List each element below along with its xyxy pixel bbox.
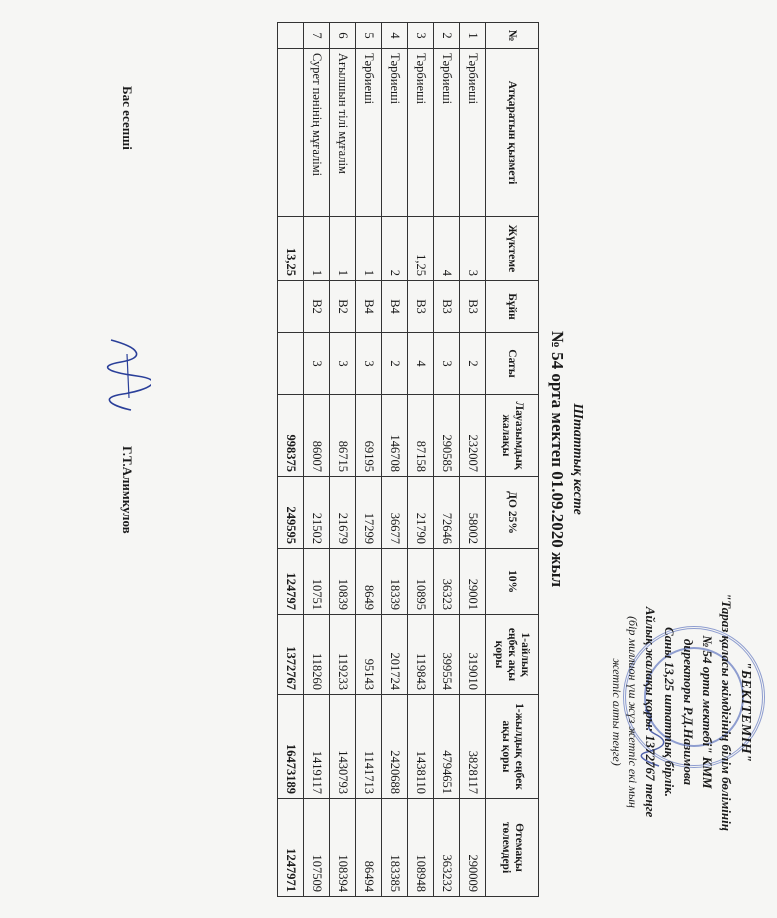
cell-10pct: 10751 <box>304 549 330 615</box>
cell-load: 1,25 <box>408 217 434 281</box>
approval-title: "БЕКІТЕМІН" <box>738 661 753 763</box>
table-row <box>434 23 460 897</box>
cell-annual-fund: 1438110 <box>408 695 434 799</box>
cell-salary: 86007 <box>304 395 330 477</box>
document-kind: Штаттық кесте <box>570 403 585 515</box>
cell-position: Тәрбиеші <box>408 49 434 217</box>
cell-compensation: 107509 <box>304 799 330 897</box>
cell-do25: 58002 <box>460 477 486 549</box>
cell-salary: 146708 <box>382 395 408 477</box>
total-do25: 249595 <box>278 477 304 549</box>
approval-block <box>609 562 755 862</box>
cell-compensation: 108948 <box>408 799 434 897</box>
signature-footer <box>105 86 145 806</box>
header-step: Саты <box>486 333 539 395</box>
cell-do25: 17299 <box>356 477 382 549</box>
cell-10pct: 8649 <box>356 549 382 615</box>
total-grade <box>278 281 304 333</box>
cell-load: 1 <box>330 217 356 281</box>
approval-line-3: директоры Р.Д.Назимова <box>681 638 696 786</box>
cell-do25: 21502 <box>304 477 330 549</box>
cell-position: Тәрбиеші <box>460 49 486 217</box>
header-number: № <box>486 23 539 49</box>
cell-compensation: 290009 <box>460 799 486 897</box>
total-load: 13,25 <box>278 217 304 281</box>
approval-line-2: № 54 орта мектебі" КММ <box>700 635 715 789</box>
cell-number: 3 <box>408 23 434 49</box>
table-row <box>304 23 330 897</box>
total-10pct: 124797 <box>278 549 304 615</box>
table-row <box>330 23 356 897</box>
header-annual-fund: 1-жылдық еңбек ақы қоры <box>486 695 539 799</box>
cell-grade: В4 <box>382 281 408 333</box>
total-position <box>278 49 304 217</box>
cell-number: 1 <box>460 23 486 49</box>
cell-10pct: 10839 <box>330 549 356 615</box>
cell-position: Ағылшын тілі мұғалім <box>330 49 356 217</box>
cell-do25: 21679 <box>330 477 356 549</box>
cell-compensation: 183385 <box>382 799 408 897</box>
header-compensation: Өтемақы төлемдері <box>486 799 539 897</box>
total-compensation: 1247971 <box>278 799 304 897</box>
cell-salary: 86715 <box>330 395 356 477</box>
cell-annual-fund: 1430793 <box>330 695 356 799</box>
cell-step: 3 <box>304 333 330 395</box>
header-monthly-fund: 1-айлық еңбек ақы қоры <box>486 615 539 695</box>
cell-load: 2 <box>382 217 408 281</box>
cell-grade: В3 <box>408 281 434 333</box>
cell-grade: В2 <box>304 281 330 333</box>
header-salary: Лауазымдық жалақы <box>486 395 539 477</box>
header-position: Атқаратын қызметі <box>486 49 539 217</box>
cell-monthly-fund: 201724 <box>382 615 408 695</box>
cell-annual-fund: 1419117 <box>304 695 330 799</box>
cell-10pct: 29001 <box>460 549 486 615</box>
cell-position: Тәрбиеші <box>382 49 408 217</box>
cell-monthly-fund: 399554 <box>434 615 460 695</box>
cell-10pct: 10895 <box>408 549 434 615</box>
table-row <box>460 23 486 897</box>
cell-step: 3 <box>434 333 460 395</box>
cell-step: 3 <box>356 333 382 395</box>
cell-salary: 87158 <box>408 395 434 477</box>
total-step <box>278 333 304 395</box>
cell-step: 4 <box>408 333 434 395</box>
total-annual-fund: 16473189 <box>278 695 304 799</box>
table-row <box>382 23 408 897</box>
approval-line-1: "Тараз қаласы әкімдігінің білім бөлімінің <box>719 593 734 831</box>
total-salary: 998375 <box>278 395 304 477</box>
header-10pct: 10% <box>486 549 539 615</box>
cell-annual-fund: 2420688 <box>382 695 408 799</box>
cell-do25: 21790 <box>408 477 434 549</box>
cell-load: 3 <box>460 217 486 281</box>
header-do25: ДО 25% <box>486 477 539 549</box>
cell-annual-fund: 3828117 <box>460 695 486 799</box>
staffing-table <box>277 22 539 897</box>
cell-monthly-fund: 118260 <box>304 615 330 695</box>
total-number <box>278 23 304 49</box>
cell-annual-fund: 4794651 <box>434 695 460 799</box>
cell-monthly-fund: 95143 <box>356 615 382 695</box>
document-title: № 54 орта мектеп 01.09.2020 жыл <box>548 330 567 588</box>
cell-load: 1 <box>356 217 382 281</box>
cell-load: 4 <box>434 217 460 281</box>
cell-10pct: 36323 <box>434 549 460 615</box>
header-load: Жүктеме <box>486 217 539 281</box>
cell-load: 1 <box>304 217 330 281</box>
approval-line-4: Саны 13,25 штаттық бірлік. <box>662 627 677 797</box>
cell-monthly-fund: 119233 <box>330 615 356 695</box>
cell-number: 7 <box>304 23 330 49</box>
cell-number: 2 <box>434 23 460 49</box>
cell-salary: 69195 <box>356 395 382 477</box>
table-row <box>356 23 382 897</box>
cell-number: 6 <box>330 23 356 49</box>
cell-number: 4 <box>382 23 408 49</box>
cell-compensation: 108394 <box>330 799 356 897</box>
cell-annual-fund: 1141713 <box>356 695 382 799</box>
cell-number: 5 <box>356 23 382 49</box>
table-row <box>408 23 434 897</box>
cell-grade: В3 <box>460 281 486 333</box>
cell-step: 2 <box>460 333 486 395</box>
cell-grade: В2 <box>330 281 356 333</box>
cell-salary: 290585 <box>434 395 460 477</box>
cell-monthly-fund: 119843 <box>408 615 434 695</box>
cell-grade: В4 <box>356 281 382 333</box>
cell-compensation: 363232 <box>434 799 460 897</box>
cell-do25: 36677 <box>382 477 408 549</box>
approval-line-7: жетпіс алты теңге) <box>610 658 624 766</box>
chief-accountant-name: Г.Т.Алимкулов <box>120 446 135 534</box>
total-monthly-fund: 1372767 <box>278 615 304 695</box>
approval-line-6: (бір миллион үш жүз жетпіс екі мың <box>626 616 640 808</box>
chief-accountant-label: Бас есепші <box>120 86 135 150</box>
accountant-signature-icon <box>103 334 151 414</box>
cell-position: Сурет пәнінің мұғалімі <box>304 49 330 217</box>
table-total-row <box>278 23 304 897</box>
table-header-row <box>486 23 539 897</box>
cell-compensation: 86494 <box>356 799 382 897</box>
cell-position: Тәрбиеші <box>356 49 382 217</box>
document-heading <box>547 0 585 918</box>
cell-10pct: 18339 <box>382 549 408 615</box>
cell-do25: 72646 <box>434 477 460 549</box>
cell-monthly-fund: 319010 <box>460 615 486 695</box>
cell-step: 3 <box>330 333 356 395</box>
header-grade: Бұйн <box>486 281 539 333</box>
cell-step: 2 <box>382 333 408 395</box>
approval-line-5: Айлық жалақы қоры: 1372767 теңге <box>643 606 658 818</box>
cell-position: Тәрбиеші <box>434 49 460 217</box>
cell-salary: 232007 <box>460 395 486 477</box>
cell-grade: В3 <box>434 281 460 333</box>
